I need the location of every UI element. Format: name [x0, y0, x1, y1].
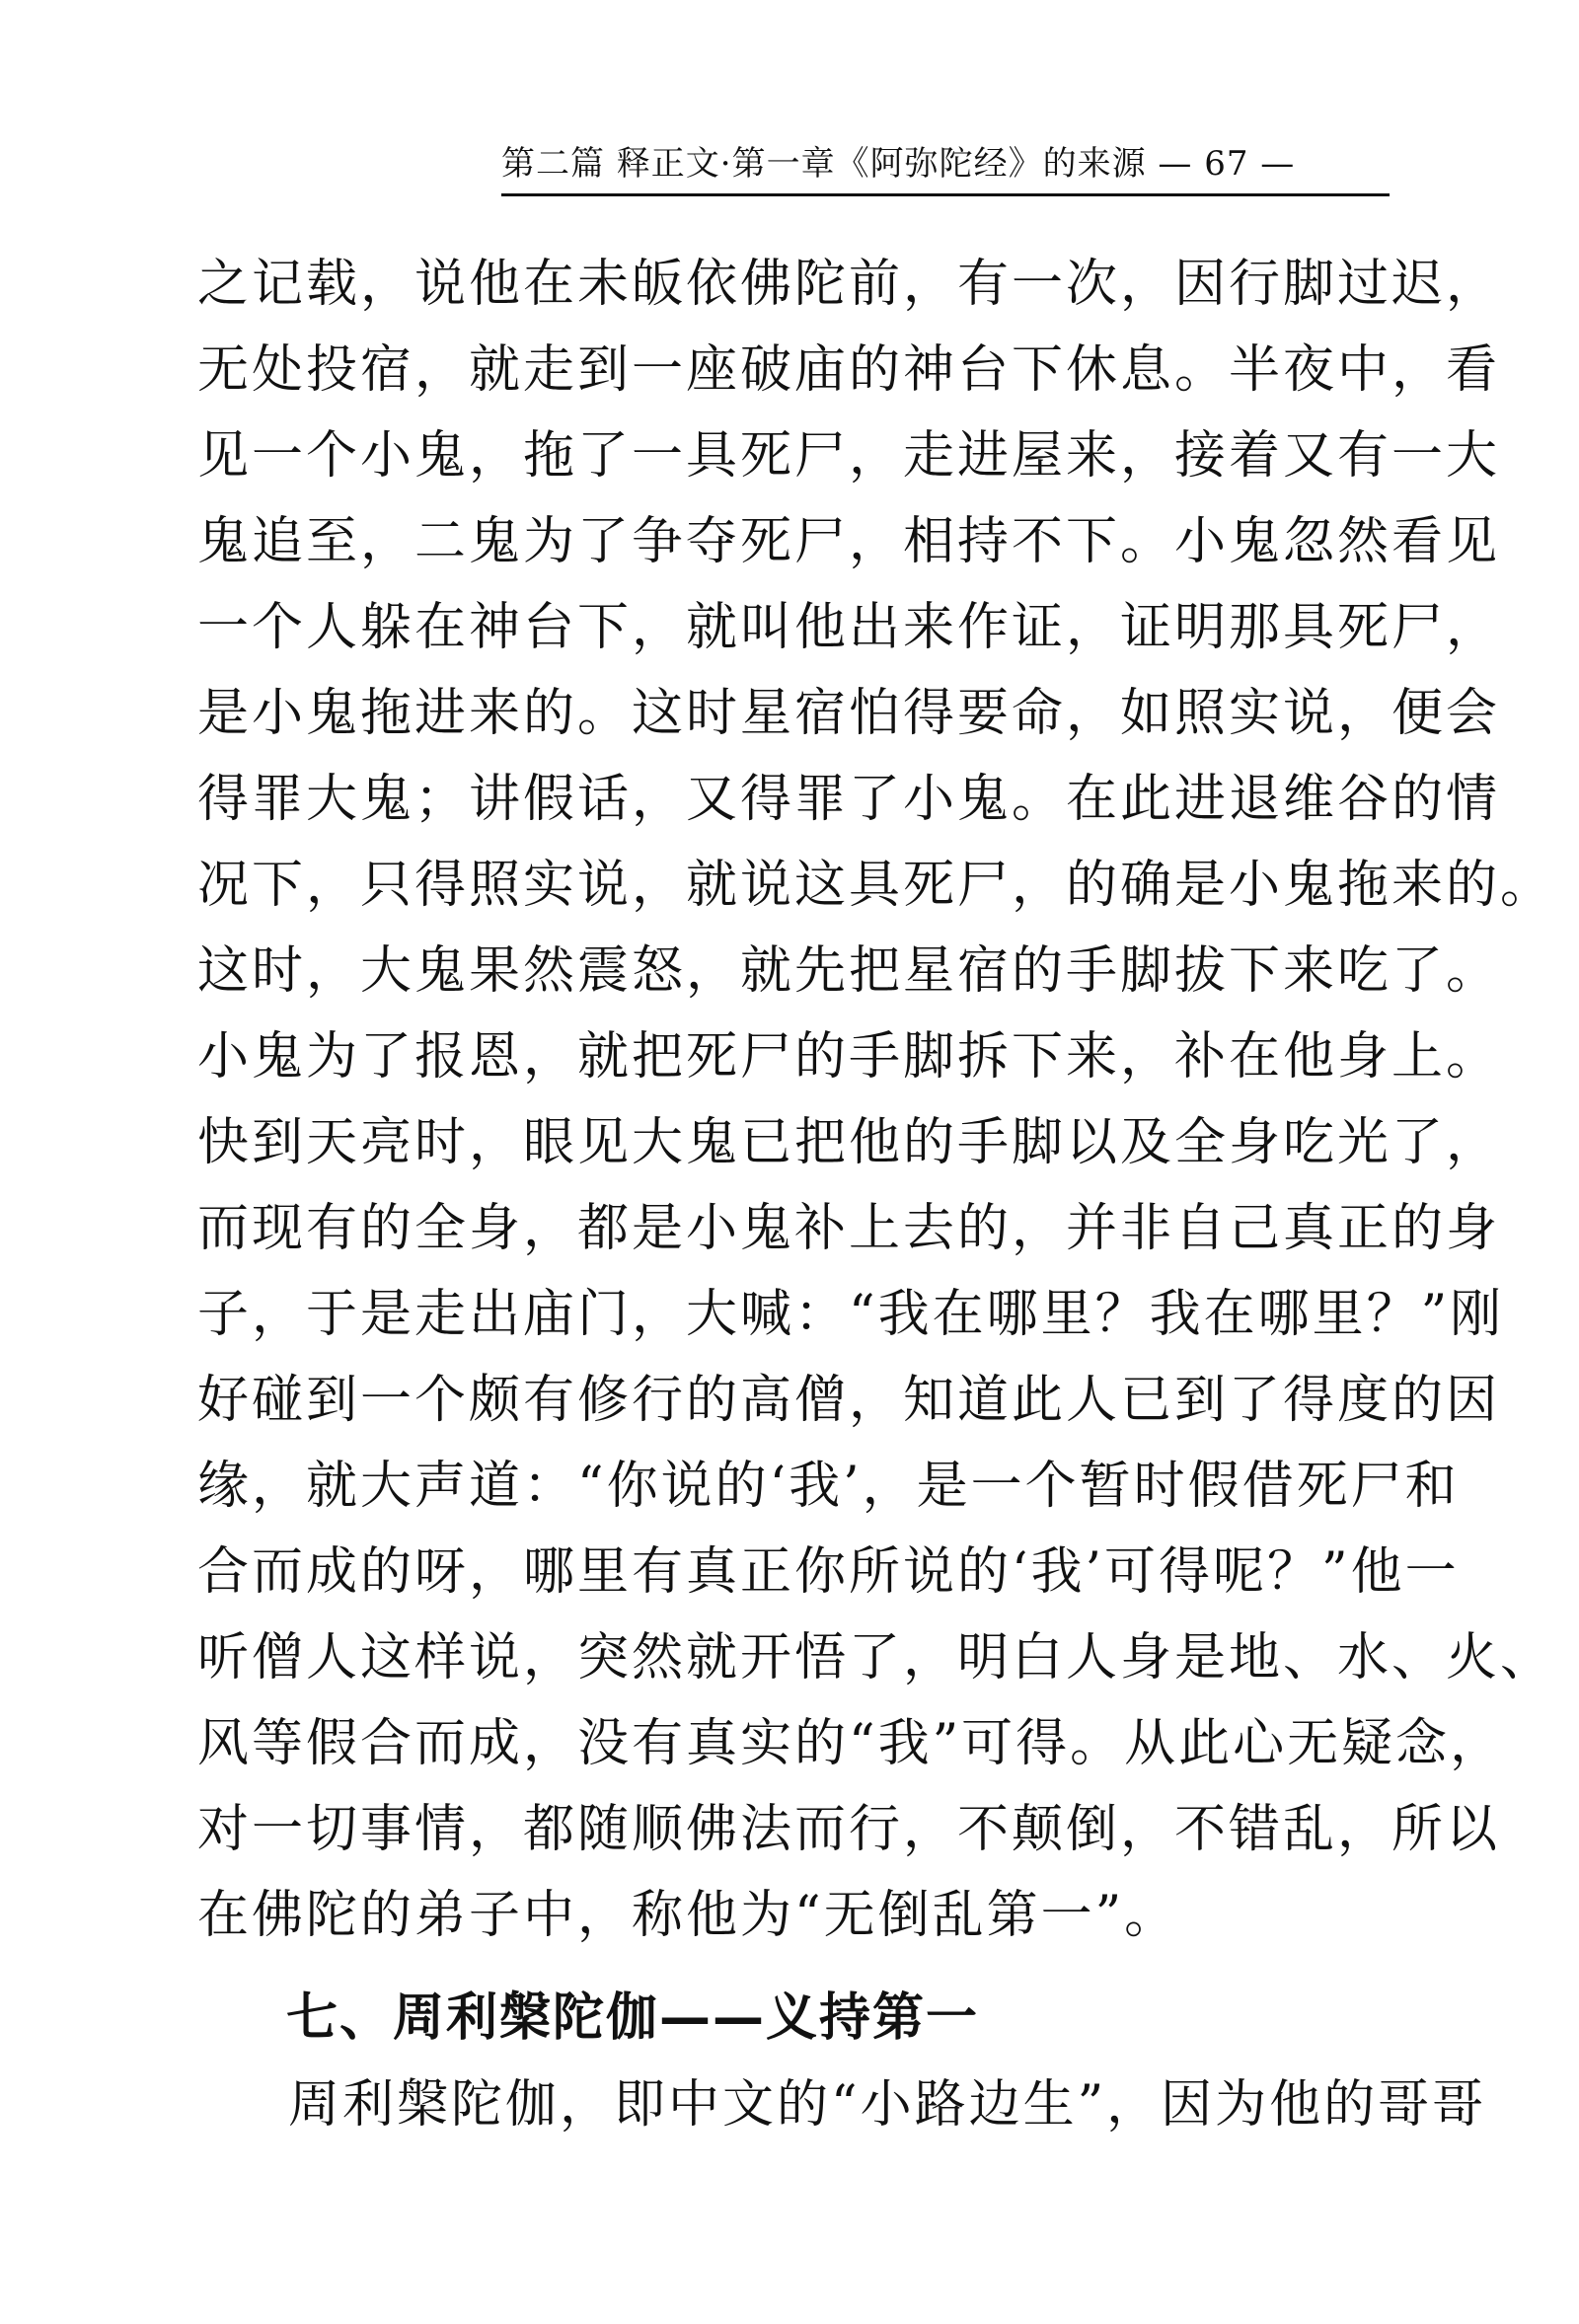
section-first-line: 周利槃陀伽，即中文的“小路边生”，因为他的哥哥	[288, 2075, 1487, 2135]
paragraph-line: 况下，只得照实说，就说这具死尸，的确是小鬼拖来的。	[197, 856, 1555, 915]
paragraph-line: 快到天亮时，眼见大鬼已把他的手脚以及全身吃光了，	[197, 1113, 1501, 1172]
paragraph	[197, 242, 1555, 1959]
paragraph-line: 这时，大鬼果然震怒，就先把星宿的手脚拔下来吃了。	[197, 941, 1501, 1001]
paragraph-line: 而现有的全身，都是小鬼补上去的，并非自己真正的身	[197, 1199, 1501, 1258]
paragraph-line: 对一切事情，都随顺佛法而行，不颠倒，不错乱，所以	[197, 1800, 1501, 1859]
paragraph-line: 听僧人这样说，突然就开悟了，明白人身是地、水、火、	[197, 1628, 1555, 1687]
header-rule	[501, 193, 1390, 196]
paragraph-line: 合而成的呀，哪里有真正你所说的‘我’可得呢？”他一	[197, 1542, 1460, 1602]
paragraph-line: 小鬼为了报恩，就把死尸的手脚拆下来，补在他身上。	[197, 1027, 1501, 1087]
running-header: 第二篇 释正文·第一章《阿弥陀经》的来源 — 67 —	[501, 144, 1296, 184]
paragraph-line: 见一个小鬼，拖了一具死尸，走进屋来，接着又有一大	[197, 426, 1501, 486]
paragraph-line: 子，于是走出庙门，大喊：“我在哪里？我在哪里？”刚	[197, 1285, 1505, 1344]
paragraph-line: 在佛陀的弟子中，称他为“无倒乱第一”。	[197, 1886, 1179, 1945]
paragraph-line: 鬼追至，二鬼为了争夺死尸，相持不下。小鬼忽然看见	[197, 512, 1501, 571]
paragraph-line: 得罪大鬼；讲假话，又得罪了小鬼。在此进退维谷的情	[197, 770, 1501, 829]
paragraph-line: 好碰到一个颇有修行的高僧，知道此人已到了得度的因	[197, 1371, 1501, 1430]
paragraph-line: 缘，就大声道：“你说的‘我’，是一个暂时假借死尸和	[197, 1457, 1460, 1516]
paragraph-line: 一个人躲在神台下，就叫他出来作证，证明那具死尸，	[197, 598, 1501, 657]
paragraph-line: 风等假合而成，没有真实的“我”可得。从此心无疑念，	[197, 1714, 1505, 1773]
paragraph-line: 无处投宿，就走到一座破庙的神台下休息。半夜中，看	[197, 340, 1501, 400]
paragraph-line: 之记载，说他在未皈依佛陀前，有一次，因行脚过迟，	[197, 255, 1501, 314]
section-heading: 七、周利槃陀伽——义持第一	[286, 1988, 980, 2048]
paragraph-line: 是小鬼拖进来的。这时星宿怕得要命，如照实说，便会	[197, 684, 1501, 743]
